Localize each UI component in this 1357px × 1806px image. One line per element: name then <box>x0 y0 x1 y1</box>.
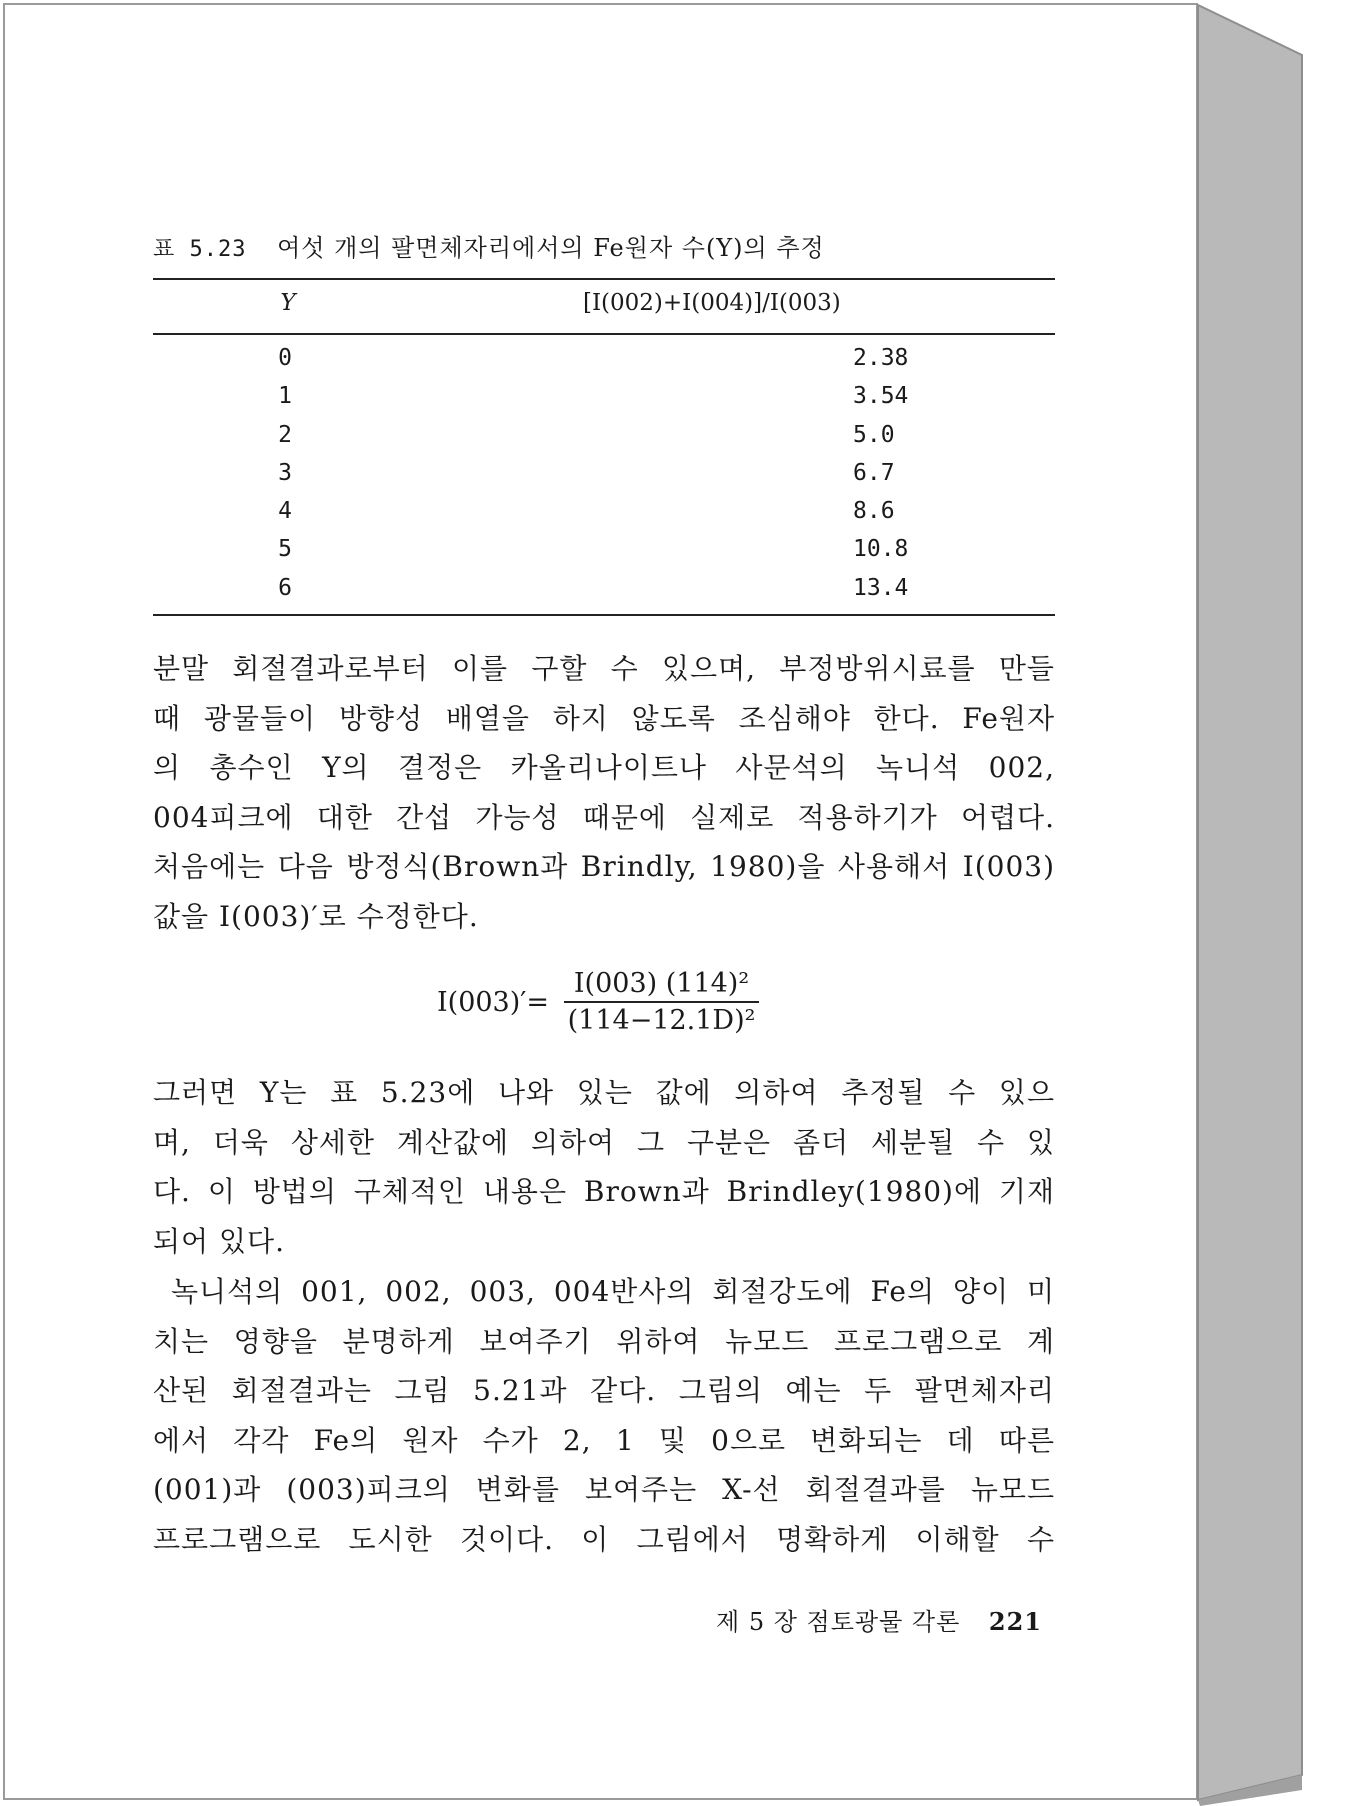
cell-y: 3 <box>278 459 292 486</box>
cell-y: 1 <box>278 383 292 410</box>
cell-ratio: 10.8 <box>853 536 909 563</box>
equation-denominator: (114−12.1D)² <box>567 1005 756 1036</box>
table-caption-text: 여섯 개의 팔면체자리에서의 Fe원자 수(Y)의 추정 <box>277 234 825 262</box>
paragraph-3 <box>153 1267 1055 1565</box>
cell-y: 5 <box>278 536 292 563</box>
text-line: 다. 이 방법의 구체적인 내용은 Brown과 Brindley(1980)에 기재 <box>153 1175 1055 1209</box>
text-line: 의 총수인 Y의 결정은 카올리나이트나 사문석의 녹니석 002, <box>153 751 1055 785</box>
column-header-y: Y <box>280 290 296 316</box>
text-line: 처음에는 다음 방정식(Brown과 Brindly, 1980)을 사용해서 I(003) <box>153 850 1055 884</box>
equation-numerator: I(003) (114)² <box>564 968 760 1003</box>
cell-y: 0 <box>278 345 292 371</box>
text-line: 때 광물들이 방향성 배열을 하지 않도록 조심해야 한다. Fe원자 <box>153 701 1055 735</box>
cell-ratio: 8.6 <box>853 498 895 525</box>
table-row <box>153 422 1055 460</box>
cell-ratio: 6.7 <box>853 459 895 486</box>
paragraph-1 <box>153 644 1055 942</box>
column-header-ratio: [I(002)+I(004)]/I(003) <box>583 290 841 316</box>
table-row <box>153 575 1055 613</box>
equation-lhs: I(003)′= <box>437 986 550 1018</box>
cell-ratio: 3.54 <box>853 383 909 410</box>
table-body <box>153 345 1055 613</box>
text-line: 분말 회절결과로부터 이를 구할 수 있으며, 부정방위시료를 만들 <box>153 652 1055 685</box>
cell-y: 4 <box>278 498 292 525</box>
page-number: 221 <box>988 1607 1043 1636</box>
equation <box>437 968 759 1036</box>
text-line: 그러면 Y는 표 5.23에 나와 있는 값에 의하여 추정될 수 있으 <box>153 1076 1055 1109</box>
text-line: 004피크에 대한 간섭 가능성 때문에 실제로 적용하기가 어렵다. <box>153 800 1055 834</box>
text-line: 에서 각각 Fe의 원자 수가 2, 1 및 0으로 변화되는 데 따른 <box>153 1423 1055 1457</box>
text-line: 산된 회절결과는 그림 5.21과 같다. 그림의 예는 두 팔면체자리 <box>153 1374 1055 1408</box>
text-line: 녹니석의 001, 002, 003, 004반사의 회절강도에 Fe의 양이 미 <box>171 1275 1055 1308</box>
cell-ratio: 5.0 <box>853 421 895 448</box>
cell-y: 6 <box>278 574 292 601</box>
cell-ratio: 2.38 <box>853 345 909 371</box>
table-row <box>153 383 1055 421</box>
equation-fraction <box>564 968 760 1036</box>
text-line: 치는 영향을 분명하게 보여주기 위하여 뉴모드 프로그램으로 계 <box>153 1324 1055 1358</box>
table-row <box>153 460 1055 498</box>
cell-y: 2 <box>278 421 292 448</box>
chapter-title: 제 5 장 점토광물 각론 <box>716 1608 961 1636</box>
text-line: (001)과 (003)피크의 변화를 보여주는 X-선 회절결과를 뉴모드 <box>153 1473 1055 1507</box>
text-line: 값을 I(003)′로 수정한다. <box>153 899 479 933</box>
cell-ratio: 13.4 <box>853 574 909 601</box>
table-bottom-rule <box>153 614 1055 616</box>
table-caption-number: 표 5.23 <box>153 237 247 262</box>
table-header-rule <box>153 333 1055 335</box>
table-top-rule <box>153 278 1055 280</box>
text-line: 되어 있다. <box>153 1224 285 1258</box>
page-footer <box>716 1602 1042 1637</box>
table-header <box>153 290 1055 326</box>
table-row <box>153 536 1055 574</box>
table-row <box>153 498 1055 536</box>
text-line: 며, 더욱 상세한 계산값에 의하여 그 구분은 좀더 세분될 수 있 <box>153 1125 1055 1159</box>
paragraph-2 <box>153 1068 1055 1266</box>
text-line: 프로그램으로 도시한 것이다. 이 그림에서 명확하게 이해할 수 <box>153 1522 1055 1556</box>
table-row <box>153 345 1055 383</box>
table-caption <box>153 228 825 263</box>
